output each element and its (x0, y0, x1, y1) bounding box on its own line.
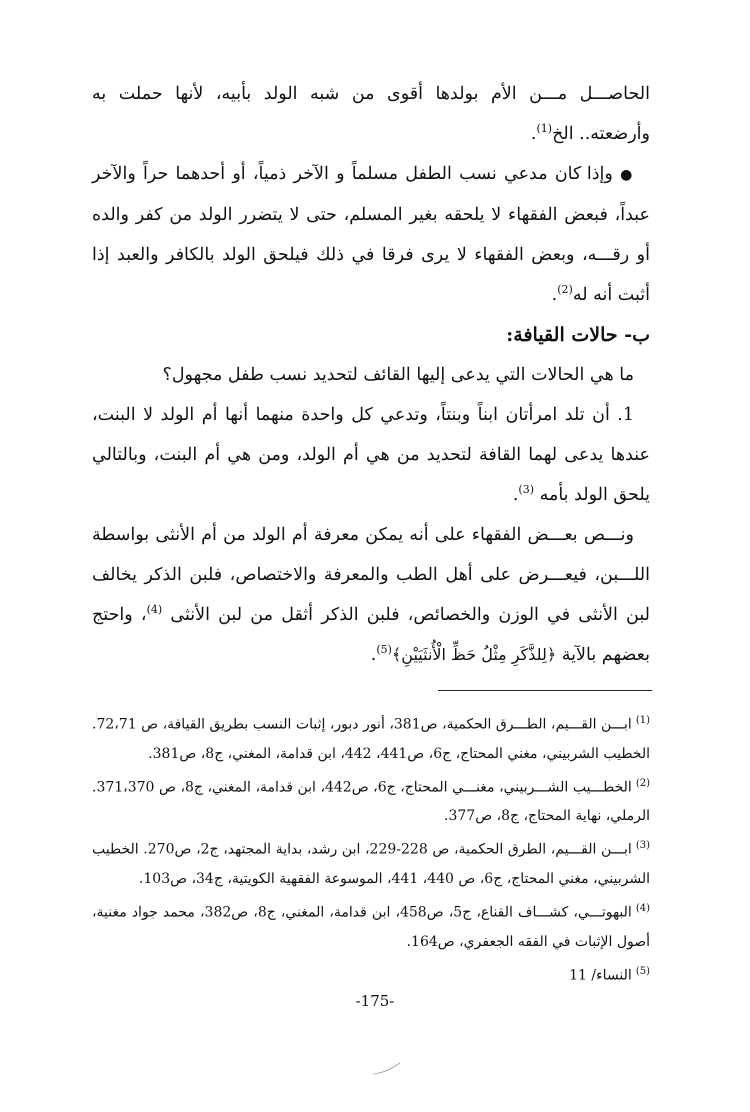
quran-verse: ﴿لِلذَّكَرِ مِثْلُ حَظِّ الْأُنثَيَيْنِ﴾ (391, 645, 557, 664)
paragraph-1-text: الحاصـــل مـــن الأم بولدها أقوى من شبه الولد بأبيه، لأنها حملت به وأرضعته.. الخ (92, 84, 650, 144)
footnote-ref-2: (2) (557, 283, 573, 297)
footnote-5 (92, 957, 650, 991)
footnote-number: (4) (635, 902, 650, 914)
footnote-text: ابـــن القـــيم، الطرق الحكمية، ص 228-229، ابن رشد، بداية المجتهد، ج2، ص270. الخطيب الشربيني، مغني المحتاج، ج6، ص 440، 441، الموسوعة الفقهية الكويتية، ج34، ص103. (92, 841, 650, 887)
bullet-icon: ● (620, 167, 634, 183)
footnote-ref-5: (5) (376, 643, 392, 657)
question-text: ما هي الحالات التي يدعى إليها القائف لتحديد نسب طفل مجهول؟ (162, 365, 634, 385)
footnote-4 (92, 894, 650, 957)
footnote-2 (92, 769, 650, 832)
footnote-1 (92, 706, 650, 769)
footnote-ref-1: (1) (536, 122, 553, 136)
pen-mark (372, 1062, 402, 1076)
paragraph-2-text: وإذا كان مدعي نسب الطفل مسلماً و الآخر ذمياً، أو أحدهما حراً والآخر عبداً، فبعض الفقهاء لا يلحقه بغير المسلم، حتى لا يتضرر الولد من كفر والده أو رقـــه، وبعض الفقهاء لا يرى فرقا في ذلك فيلحق الولد بالكافر والعبد إذا أثبت أنه له (92, 164, 650, 305)
footnote-ref-4: (4) (146, 603, 163, 617)
page-number: -175- (355, 992, 395, 1010)
footnote-text: النساء/ 11 (569, 967, 632, 984)
footnotes (92, 706, 650, 990)
paragraph-1: الحاصـــل مـــن الأم بولدها أقوى من شبه الولد بأبيه، لأنها حملت به وأرضعته.. الخ$^{(1)}$. (92, 84, 650, 144)
paragraph-3: 1. أن تلد امرأتان ابناً وبنتاً، وتدعي كل واحدة منهما أنها أم الولد لا البنت، عندها يدعى لهما القافة لتحديد من هي أم الولد، ومن هي أم البنت، وبالتالي يلحق الولد بأمه $^{(3)}$. (92, 405, 650, 505)
footnote-text: البهوتـــي، كشـــاف القناع، ج5، ص458، ابن قدامة، المغني، ج8، ص382، محمد جواد مغنية، أصول الإثبات في الفقه الجعفري، ص164. (92, 904, 650, 950)
paragraph-3-text: 1. أن تلد امرأتان ابناً وبنتاً، وتدعي كل واحدة منهما أنها أم الولد لا البنت، عندها يدعى لهما القافة لتحديد من هي أم الولد، ومن هي أم البنت، وبالتالي يلحق الولد بأمه (92, 405, 650, 505)
paragraph-2: ● وإذا كان مدعي نسب الطفل مسلماً و الآخر ذمياً، أو أحدهما حراً والآخر عبداً، فبعض الفقهاء لا يلحقه بغير المسلم، حتى لا يتضرر الولد من كفر والده أو رقـــه، وبعض الفقهاء لا يرى فرقا في ذلك فيلحق الولد بالكافر والعبد إذا أثبت أنه له$^{(2)}$. (92, 164, 650, 305)
paragraph-4-end: . (370, 645, 377, 665)
section-heading: ب- حالات القيافة: (506, 324, 650, 346)
footnote-3 (92, 831, 650, 894)
footnote-number: (1) (635, 715, 650, 726)
footnote-number: (2) (635, 777, 650, 789)
footnote-number: (5) (635, 965, 650, 977)
footnote-text: الخطـــيب الشـــربيني، مغنـــي المحتاج، ج6، ص442، ابن قدامة، المغني، ج8، ص 371،370. الرملي، نهاية المحتاج، ج8، ص377. (92, 779, 650, 825)
paragraph-4-text-cont: ، واحتج بعضهم بالآية (92, 605, 650, 665)
paragraph-4-text: ونـــص بعـــض الفقهاء على أنه يمكن معرفة أم الولد من أم الأنثى بواسطة اللـــبن، فيعـــرض على أهل الطب والمعرفة والاختصاص، فلبن الذكر يخالف لبن الأنثى في الوزن والخصائص، فلبن الذكر أثقل من لبن الأنثى (92, 525, 650, 625)
footnote-number: (3) (635, 840, 650, 852)
footnote-separator (438, 690, 652, 691)
main-text (92, 74, 650, 675)
footnote-text: ابـــن القـــيم، الطـــرق الحكمية، ص381، أنور دبور، إثبات النسب بطريق القيافة، ص 72،71. الخطيب الشربيني، مغني المحتاج، ج6، ص441، 442، ابن قدامة، المغني، ج8، ص381. (92, 716, 650, 762)
footnote-ref-3: (3) (518, 483, 535, 497)
paragraph-4 (92, 515, 650, 675)
